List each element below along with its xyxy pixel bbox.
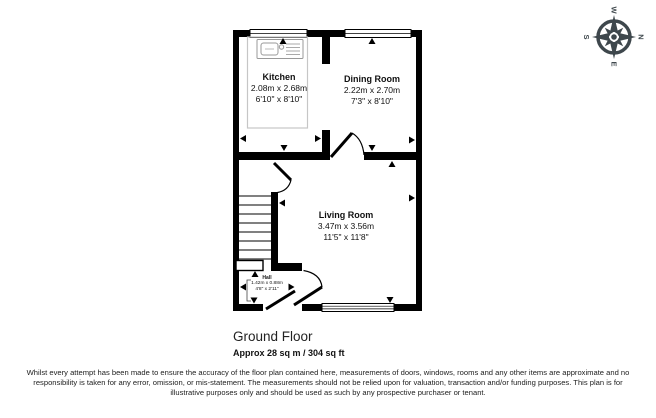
room-name: Hall — [262, 275, 272, 281]
staircase — [239, 196, 271, 259]
arrow-up-icon — [369, 38, 376, 44]
kitchen-label — [251, 72, 307, 104]
title-block — [233, 329, 345, 359]
kitchen-sink-icon — [257, 40, 303, 59]
room-name: Dining Room — [343, 74, 400, 84]
room-name: Living Room — [318, 210, 374, 220]
living-room-label — [318, 210, 374, 242]
wall-kitchen-dining-upper — [322, 36, 330, 64]
room-dim-imperial: 6'10" x 8'10" — [255, 93, 303, 104]
compass-w-label: W — [609, 6, 619, 14]
compass-rose-icon — [582, 6, 646, 66]
living-stairs-door — [274, 163, 291, 193]
room-name: Kitchen — [262, 72, 296, 82]
room-dim-metric: 1.42m x 0.88m — [251, 281, 283, 286]
room-dim-imperial: 4'8" x 2'11" — [255, 287, 279, 292]
arrow-left-icon — [279, 200, 285, 207]
room-dim-metric: 2.22m x 2.70m — [343, 85, 401, 95]
room-dim-imperial: 11'5" x 11'8" — [323, 231, 369, 242]
room-dim-metric: 2.08m x 2.68m — [250, 83, 308, 93]
hall-label — [251, 275, 283, 293]
kitchen-window — [250, 30, 307, 38]
arrow-right-icon — [289, 284, 295, 291]
room-dim-metric: 3.47m x 3.56m — [317, 221, 375, 231]
arrow-right-icon — [409, 195, 415, 202]
arrow-down-icon — [387, 297, 394, 303]
wall-right — [416, 30, 422, 311]
arrow-down-icon — [369, 145, 376, 151]
compass-n-label: N — [636, 34, 646, 40]
wall-middle-right — [364, 152, 422, 160]
hall-living-door — [294, 271, 322, 306]
wall-middle-left — [233, 152, 330, 160]
compass-e-label: E — [609, 61, 619, 67]
disclaimer — [0, 368, 656, 400]
arrow-left-icon — [240, 135, 246, 142]
arrow-right-icon — [315, 135, 321, 142]
disclaimer-text: Whilst every attempt has been made to ensure the accuracy of the floor plan contained here, measurements of doors, windows, rooms and any other items are approximate and no responsibility is taken for any error, omission, or mis-statement. The measurements should not be relied upon for valuation, transaction and/or funding purposes. This plan is for illustrative purposes only and should be used as such by any prospective purchaser or tenant. — [26, 368, 630, 397]
dining-room-label — [344, 74, 400, 106]
arrow-left-icon — [240, 284, 246, 291]
wall-stairs — [271, 192, 278, 263]
living-window — [322, 304, 394, 312]
arrow-right-icon — [409, 137, 415, 144]
compass-s-label: S — [582, 34, 591, 40]
wall-hall-living — [271, 263, 302, 271]
room-dim-imperial: 7'3" x 8'10" — [351, 95, 393, 106]
arrow-up-icon — [389, 161, 396, 167]
dining-living-door — [331, 133, 364, 157]
arrow-down-icon — [251, 298, 258, 304]
stair-landing — [236, 261, 263, 271]
arrow-down-icon — [281, 145, 288, 151]
floor-area: Approx 28 sq m / 304 sq ft — [233, 348, 345, 358]
dining-window — [345, 30, 411, 38]
floor-title: Ground Floor — [233, 329, 313, 344]
